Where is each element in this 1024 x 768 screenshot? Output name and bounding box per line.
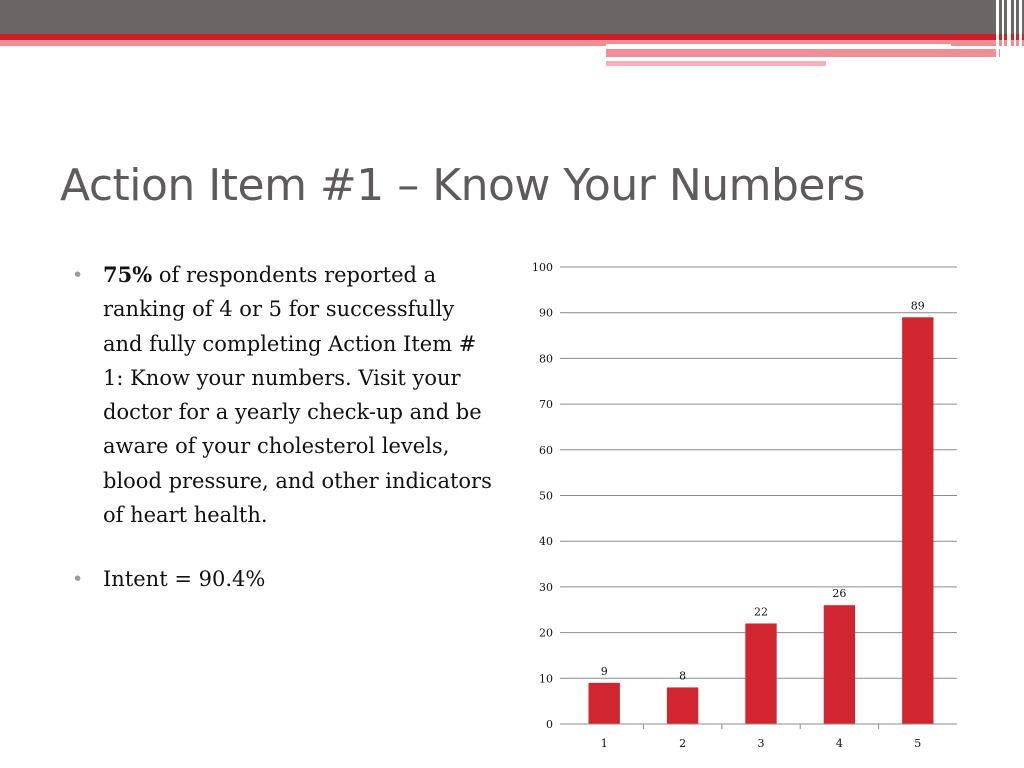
bullet-list [72, 258, 497, 627]
y-tick-label: 90 [539, 306, 553, 320]
y-tick-label: 10 [539, 672, 553, 686]
header-stripe-pink-2 [606, 49, 1000, 57]
data-label: 26 [832, 587, 847, 601]
bullet-item [72, 258, 497, 532]
y-tick-label: 0 [546, 718, 553, 731]
bullet-text: Intent = 90.4% [103, 567, 266, 592]
x-tick-label: 2 [679, 737, 687, 750]
bullet-item [72, 562, 497, 596]
y-tick-label: 100 [532, 261, 553, 274]
y-tick-label: 80 [539, 352, 553, 366]
bullet-dot-icon: • [72, 264, 84, 286]
x-tick-label: 3 [757, 737, 765, 750]
bar-chart [500, 250, 970, 760]
y-axis-ticks [532, 261, 553, 731]
bars [589, 317, 934, 724]
header-vertical-bars [992, 0, 1024, 70]
bar [667, 687, 698, 724]
bar [824, 605, 855, 724]
slide-title: Action Item #1 – Know Your Numbers [60, 160, 865, 211]
y-tick-label: 40 [539, 535, 553, 549]
x-tick-label: 4 [835, 737, 843, 750]
data-label: 9 [600, 664, 608, 678]
header-band [0, 0, 1024, 34]
header-stripe-pink-3 [606, 61, 826, 66]
y-tick-label: 70 [539, 398, 553, 412]
x-axis-ticks [601, 724, 922, 750]
bullet-text: of respondents reported a ranking of 4 or 5 for successfully and fully completing Action Item # 1: Know your numbers. Visit your doctor for a yearly check-up and be aware of your cholesterol levels, blood pressure, and other indicators of heart health. [103, 263, 492, 528]
bar [902, 317, 933, 724]
bullet-emphasis: 75% [103, 262, 153, 287]
x-tick-label: 5 [914, 737, 922, 750]
bar [745, 623, 776, 724]
data-label: 8 [679, 669, 687, 683]
x-tick-label: 1 [600, 737, 608, 750]
y-tick-label: 20 [539, 626, 553, 640]
bar [589, 683, 620, 724]
y-tick-label: 30 [539, 580, 553, 594]
bullet-dot-icon: • [72, 568, 84, 591]
data-label: 22 [754, 605, 768, 619]
data-label: 89 [910, 299, 925, 313]
y-tick-label: 50 [539, 489, 553, 503]
y-tick-label: 60 [539, 443, 553, 457]
